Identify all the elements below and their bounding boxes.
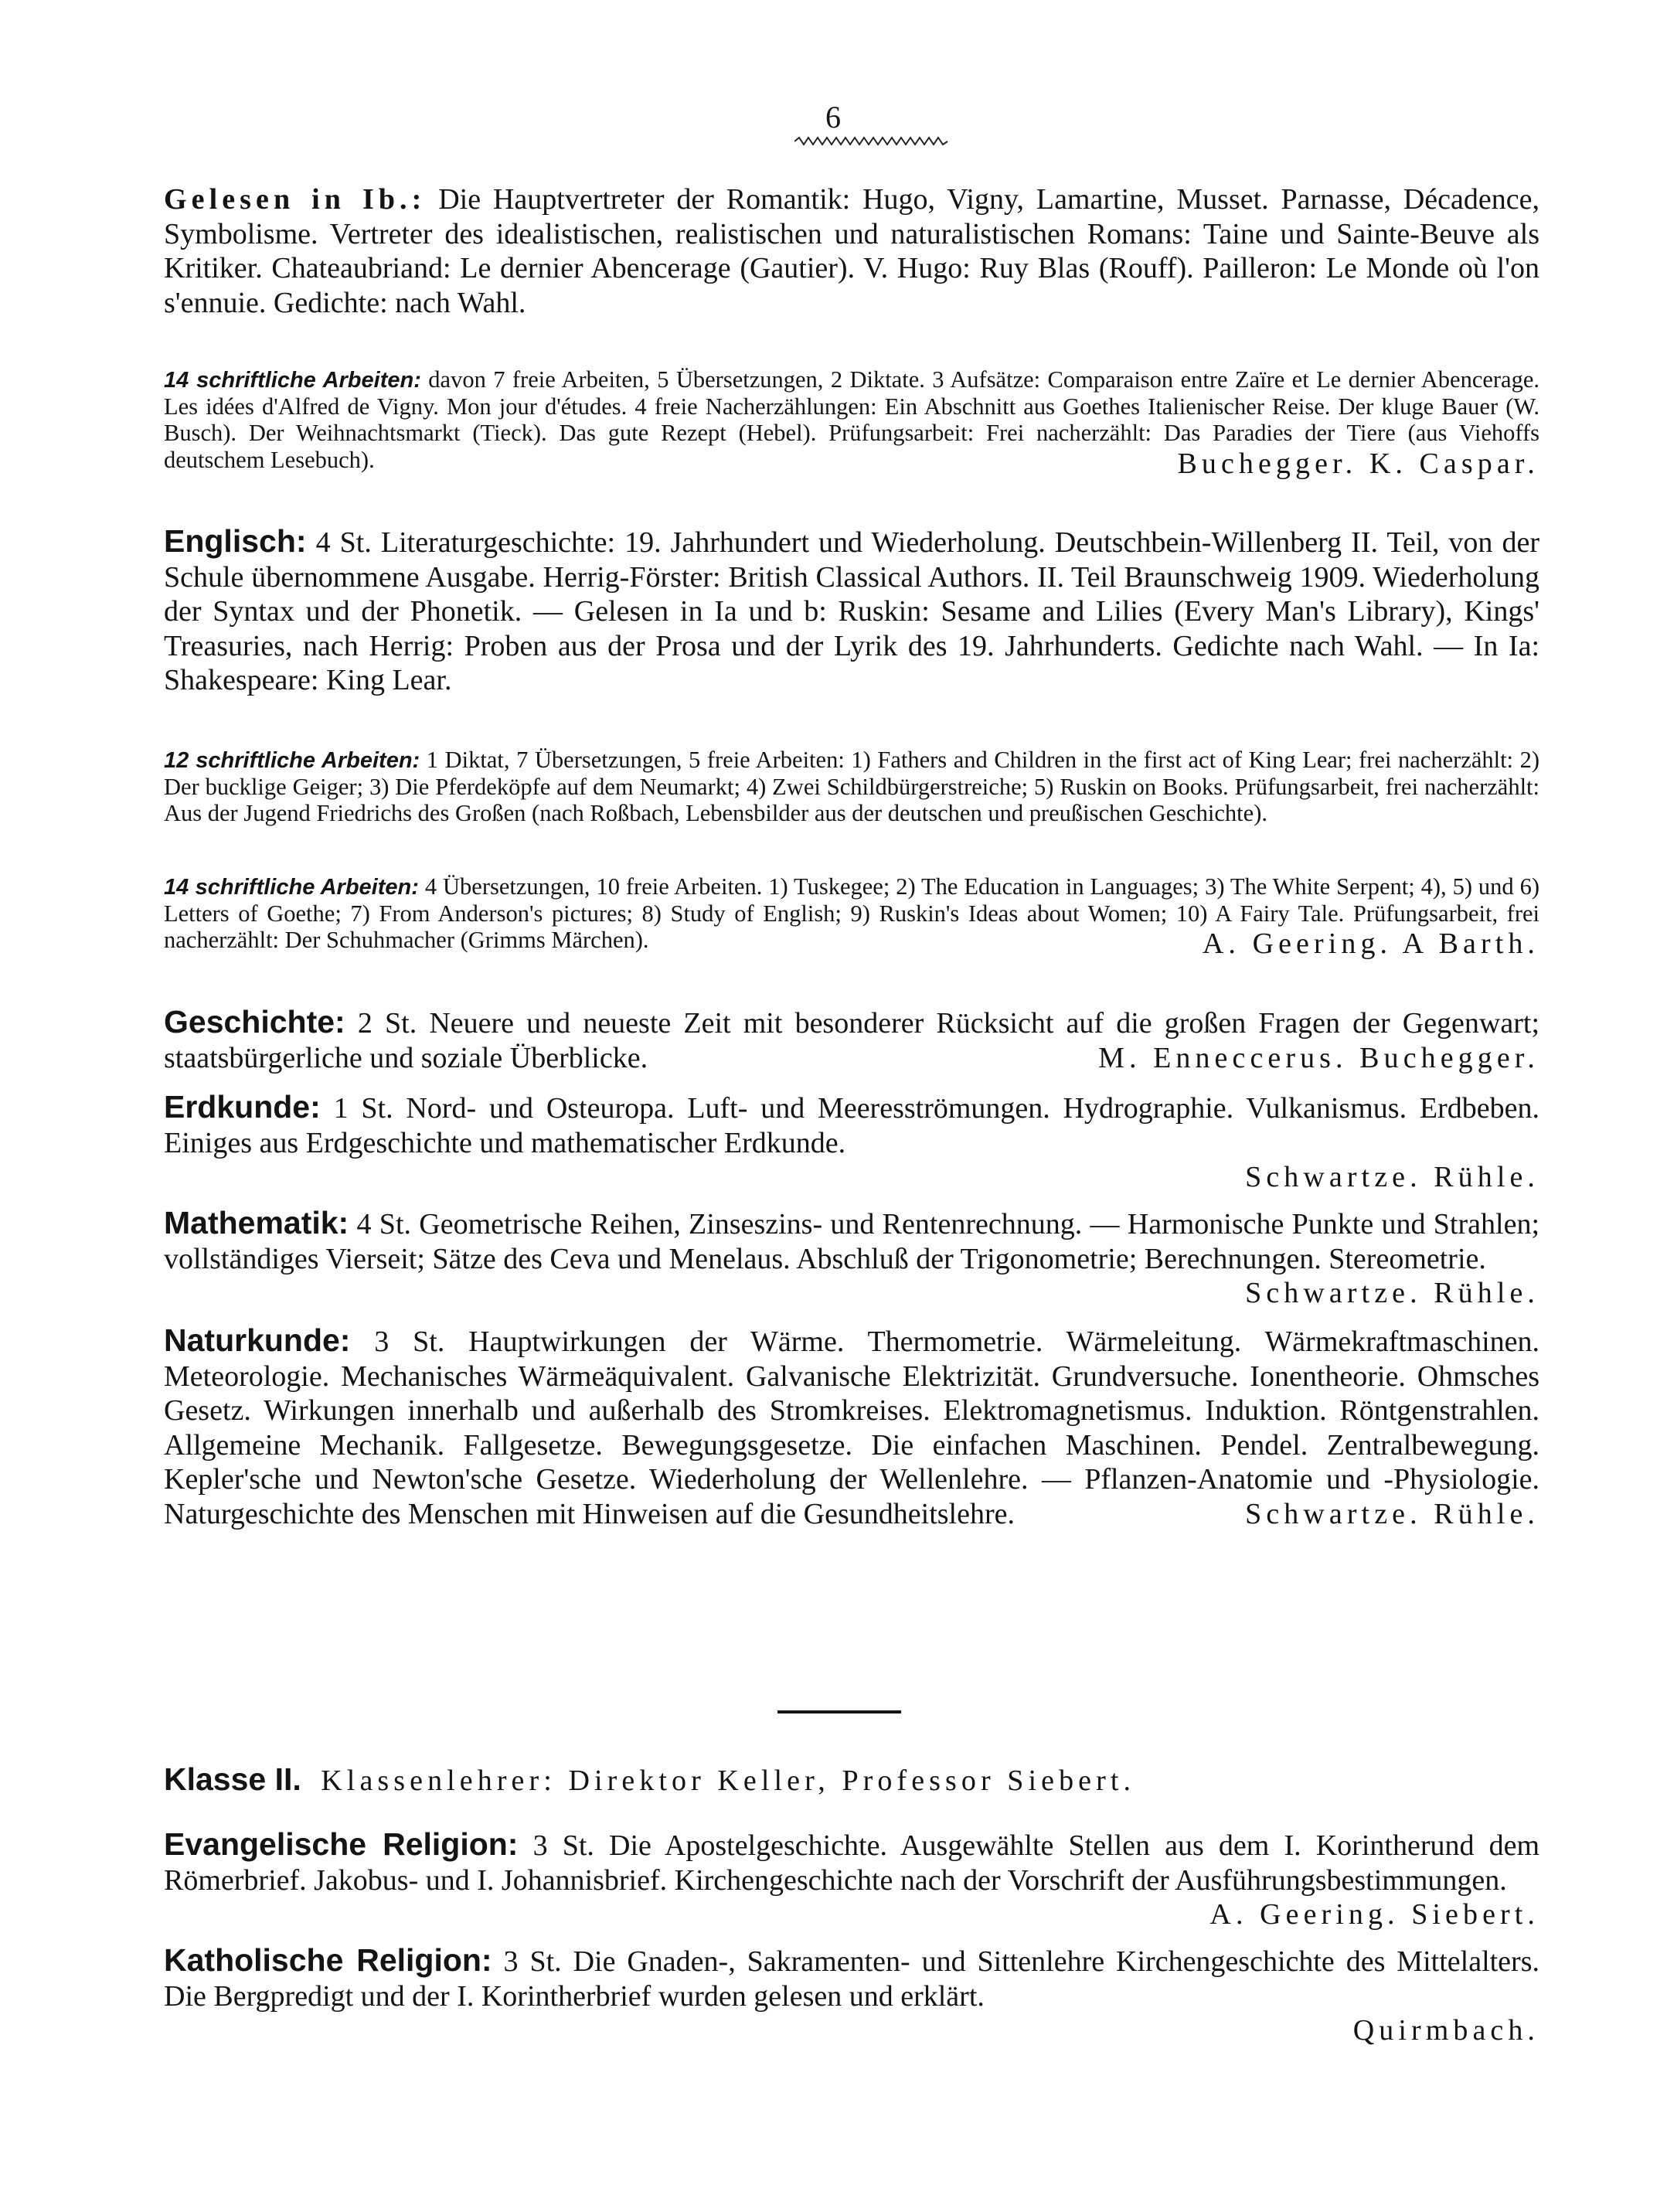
katholisch-text: 3 St. Die Gnaden-, Sakramenten- und Sittenlehre Kirchengeschichte des Mittelalters. Die Bergpredigt und der I. Korintherbrief wurden gelesen und erklärt. <box>164 1945 1539 2013</box>
englisch-label: Englisch: <box>164 523 307 559</box>
englisch-arbeiten-14-label: 14 schriftliche Arbeiten: <box>164 875 419 900</box>
gelesen-ib-label: Gelesen in Ib.: <box>164 183 427 216</box>
erdkunde-label: Erdkunde: <box>164 1089 321 1125</box>
page-number: 6 <box>825 100 841 134</box>
englisch-paragraph <box>164 524 1539 698</box>
katholisch-signature: Quirmbach. <box>1352 2014 1539 2047</box>
englisch-arbeiten-14-paragraph <box>164 873 1539 961</box>
englisch-arbeiten-12-label: 12 schriftliche Arbeiten: <box>164 748 420 773</box>
klasse-label: Klasse II. <box>164 1761 301 1797</box>
mathematik-signature: Schwartze. Rühle. <box>1245 1277 1539 1310</box>
englisch-arbeiten-14-signature: A. Geering. A Barth. <box>1202 927 1539 961</box>
evangelisch-paragraph <box>164 1827 1539 1932</box>
ornament-squiggle <box>794 136 949 147</box>
englisch-arbeiten-12-text: 1 Diktat, 7 Übersetzungen, 5 freie Arbeiten: 1) Fathers and Children in the first act of King Lear; frei nacherzählt: 2) Der bucklige Geiger; 3) Die Pferdeköpfe auf dem Neumarkt; 4) Zwei Schildbürgerstreiche; 5) Ruskin on Books. Prüfungsarbeit, frei nacherzählt: Aus der Jugend Friedrichs des Großen (nach Roßbach, Lebensbilder aus der deutschen und preußischen Geschichte). <box>164 747 1540 827</box>
erdkunde-text: 1 St. Nord- und Osteuropa. Luft- und Meeresströmungen. Hydrographie. Vulkanismus. Erdbeben. Einiges aus Erdgeschichte und mathematischer Erdkunde. <box>164 1092 1539 1159</box>
klasse-text: Klassenlehrer: Direktor Keller, Professor Siebert. <box>321 1764 1136 1797</box>
katholisch-paragraph <box>164 1943 1539 2048</box>
katholisch-label: Katholische Religion: <box>164 1942 492 1978</box>
mathematik-text: 4 St. Geometrische Reihen, Zinseszins- und Rentenrechnung. — Harmonische Punkte und Strahlen; vollständiges Vierseit; Sätze des Ceva und Menelaus. Abschluß der Trigonometrie; Berechnungen. Stereometrie. <box>164 1208 1539 1275</box>
naturkunde-signature: Schwartze. Rühle. <box>1245 1497 1539 1530</box>
naturkunde-text: 3 St. Hauptwirkungen der Wärme. Thermometrie. Wärmeleitung. Wärmekraftmaschinen. Meteorologie. Mechanisches Wärmeäquivalent. Galvanische Elektrizität. Grundversuche. Ionentheorie. Ohmsches Gesetz. Wirkungen innerhalb und außerhalb des Stromkreises. Elektromagnetismus. Induktion. Röntgenstrahlen. Allgemeine Mechanik. Fallgesetze. Bewegungsgesetze. Die einfachen Maschinen. Pendel. Zentralbewegung. Kepler'sche und Newton'sche Gesetze. Wiederholung der Wellenlehre. — Pflanzen-Anatomie und -Physiologie. Naturgeschichte des Menschen mit Hinweisen auf die Gesundheitslehre. <box>164 1325 1539 1530</box>
geschichte-signature: M. Enneccerus. Buchegger. <box>1098 1041 1539 1074</box>
french-arbeiten-text: davon 7 freie Arbeiten, 5 Übersetzungen, 2 Diktate. 3 Aufsätze: Comparaison entre Zaïre et Le dernier Abencerage. Les idées d'Alfred de Vigny. Mon jour d'études. 4 freie Nacherzählungen: Ein Abschnitt aus Goethes Italienischer Reise. Der kluge Bauer (W. Busch). Der Weihnachtsmarkt (Tieck). Das gute Rezept (Hebel). Prüfungsarbeit: Frei nacherzählt: Das Paradies der Tiere (aus Viehoffs deutschem Lesebuch). <box>164 366 1540 473</box>
evangelisch-signature: A. Geering. Siebert. <box>1209 1898 1539 1931</box>
gelesen-ib-paragraph <box>164 182 1539 320</box>
section-divider <box>777 1710 901 1713</box>
french-arbeiten-label: 14 schriftliche Arbeiten: <box>164 368 421 393</box>
erdkunde-paragraph <box>164 1090 1539 1195</box>
geschichte-text: 2 St. Neuere und neueste Zeit mit besonderer Rücksicht auf die großen Fragen der Gegenwart; staatsbürgerliche und soziale Überblicke. <box>164 1007 1540 1074</box>
gelesen-ib-text: Die Hauptvertreter der Romantik: Hugo, Vigny, Lamartine, Musset. Parnasse, Décadence, Symbolisme. Vertreter des idealistischen, realistischen und naturalistischen Romans: Taine und Sainte-Beuve als Kritiker. Chateaubriand: Le dernier Abencerage (Gautier). V. Hugo: Ruy Blas (Rouff). Pailleron: Le Monde où l'on s'ennuie. Gedichte: nach Wahl. <box>164 183 1540 319</box>
evangelisch-label: Evangelische Religion: <box>164 1826 519 1862</box>
klasse-heading <box>164 1762 1539 1799</box>
french-arbeiten-paragraph <box>164 366 1539 481</box>
mathematik-label: Mathematik: <box>164 1205 349 1240</box>
naturkunde-paragraph <box>164 1323 1539 1532</box>
evangelisch-text: 3 St. Die Apostelgeschichte. Ausgewählte Stellen aus dem I. Korintherund dem Römerbrief. Jakobus- und I. Johannisbrief. Kirchengeschichte nach der Vorschrift der Ausführungsbestimmungen. <box>164 1829 1540 1897</box>
french-arbeiten-signature: Buchegger. K. Caspar. <box>1177 447 1539 480</box>
mathematik-paragraph <box>164 1206 1539 1311</box>
erdkunde-signature: Schwartze. Rühle. <box>1245 1161 1539 1194</box>
englisch-arbeiten-14-text: 4 Übersetzungen, 10 freie Arbeiten. 1) Tuskegee; 2) The Education in Languages; 3) The White Serpent; 4), 5) und 6) Letters of Goethe; 7) From Anderson's pictures; 8) Study of English; 9) Ruskin's Ideas about Women; 10) A Fairy Tale. Prüfungsarbeit, frei nacherzählt: Der Schuhmacher (Grimms Märchen). <box>164 873 1540 954</box>
geschichte-paragraph <box>164 1005 1539 1075</box>
geschichte-label: Geschichte: <box>164 1004 345 1040</box>
englisch-text: 4 St. Literaturgeschichte: 19. Jahrhundert und Wiederholung. Deutschbein-Willenberg II. Teil, von der Schule übernommene Ausgabe. Herrig-Förster: British Classical Authors. II. Teil Braunschweig 1909. Wiederholung der Syntax und der Phonetik. — Gelesen in Ia und b: Ruskin: Sesame and Lilies (Every Man's Library), Kings' Treasuries, nach Herrig: Proben aus der Prosa und der Lyrik des 19. Jahrhunderts. Gedichte nach Wahl. — In Ia: Shakespeare: King Lear. <box>164 526 1539 697</box>
naturkunde-label: Naturkunde: <box>164 1322 351 1358</box>
englisch-arbeiten-12-paragraph <box>164 747 1539 827</box>
